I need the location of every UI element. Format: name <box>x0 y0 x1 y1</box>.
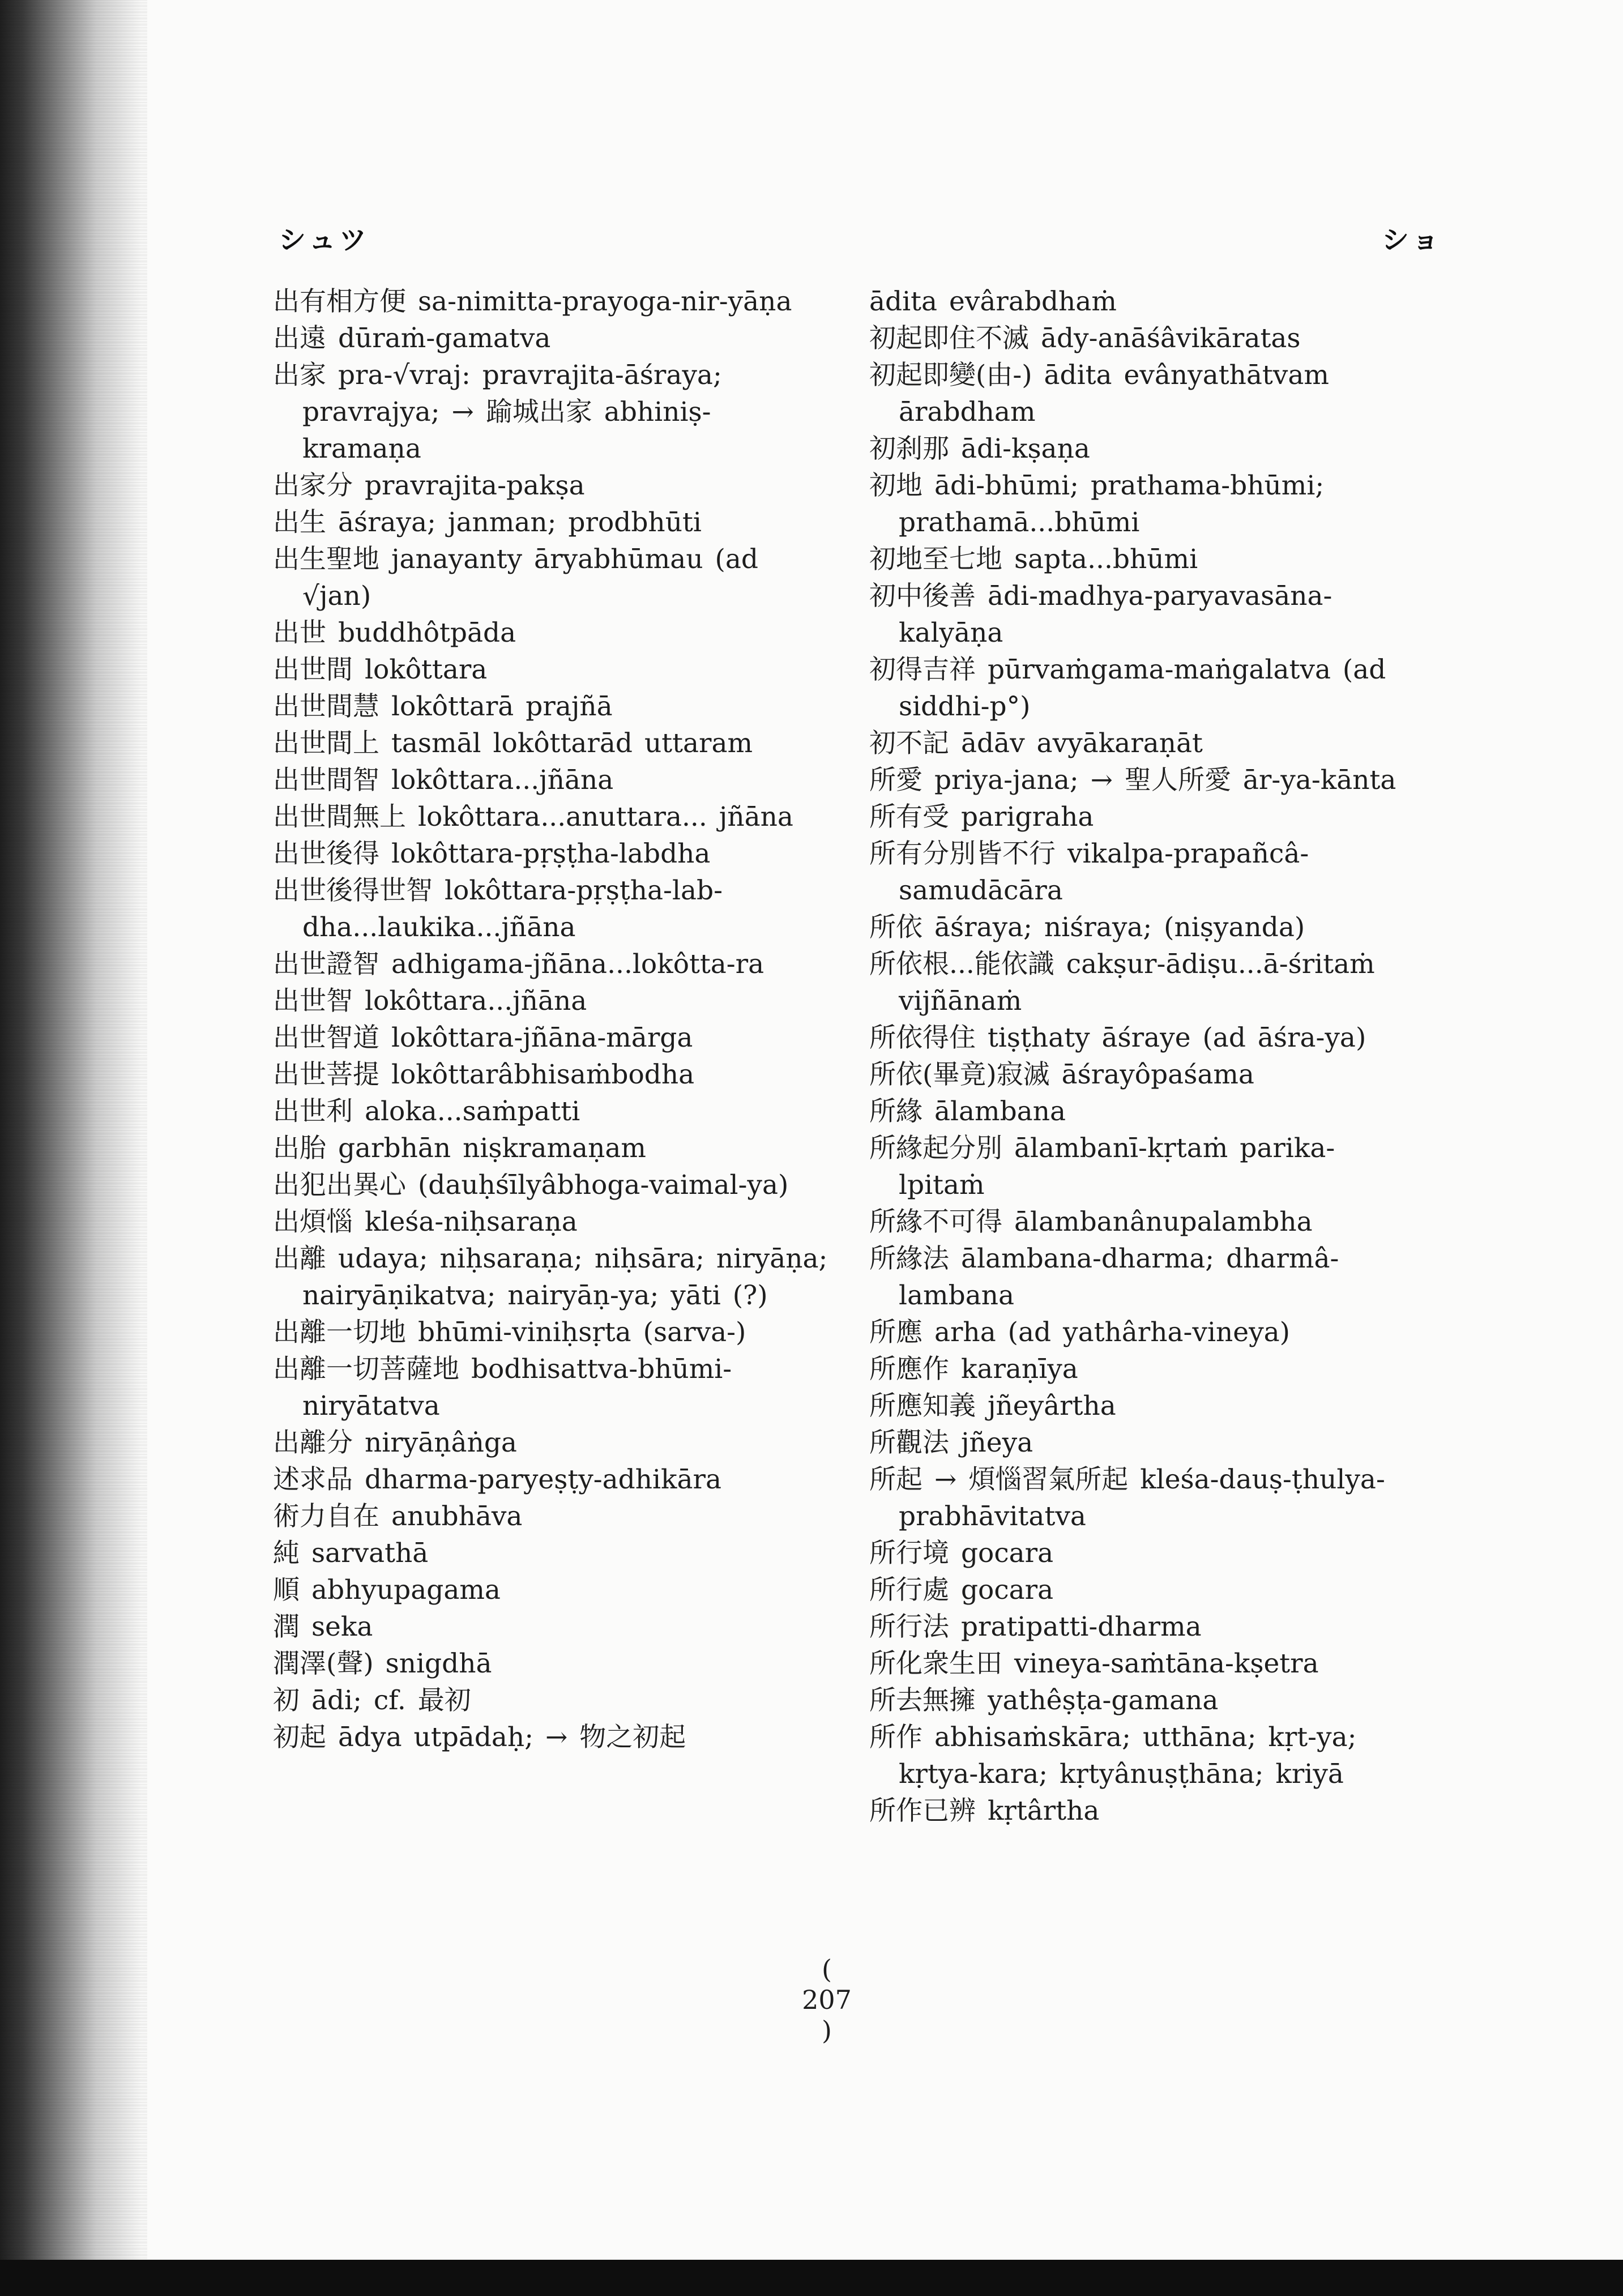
dictionary-entry: 出家 pra-√vraj: pravrajita-āśraya; pravrajya; → 踰城出家 abhiniṣ-kramaṇa <box>273 360 722 464</box>
dictionary-entry: 出世後得 lokôttara-pṛṣṭha-labdha <box>273 838 711 869</box>
dictionary-entry: 所依得住 tiṣṭhaty āśraye (ad āśra-ya) <box>869 1022 1366 1053</box>
dictionary-entry: 所緣 ālambana <box>869 1096 1066 1127</box>
dictionary-entry: 初 ādi; cf. 最初 <box>273 1685 471 1716</box>
dictionary-entry: 出世間 lokôttara <box>273 654 488 685</box>
dictionary-entry: 出生 āśraya; janman; prodbhūti <box>273 507 702 538</box>
dictionary-entry: 初地 ādi-bhūmi; prathama-bhūmi; prathamā...bhūmi <box>869 470 1325 538</box>
dictionary-entry: 潤澤(聲) snigdhā <box>273 1648 492 1679</box>
dictionary-entry: 所依 āśraya; niśraya; (niṣyanda) <box>869 912 1305 943</box>
dictionary-entry: 所作已辨 kṛtârtha <box>869 1795 1100 1826</box>
dictionary-entry: 出世智 lokôttara...jñāna <box>273 985 587 1017</box>
dictionary-entry: 出世間慧 lokôttarā prajñā <box>273 691 613 722</box>
dictionary-entry: 初起 ādya utpādaḥ; → 物之初起 <box>273 1722 686 1753</box>
left-column <box>273 283 828 1756</box>
dictionary-entry: 所應作 karaṇīya <box>869 1354 1078 1385</box>
dictionary-entry: 出世智道 lokôttara-jñāna-mārga <box>273 1022 693 1053</box>
dictionary-entry: 所去無擁 yathêṣṭa-gamana <box>869 1685 1219 1716</box>
dictionary-entry: 術力自在 anubhāva <box>273 1501 523 1532</box>
dictionary-entry: 出離 udaya; niḥsaraṇa; niḥsāra; niryāṇa; nairyāṇikatva; nairyāṇ-ya; yāti (?) <box>273 1243 828 1311</box>
dictionary-entry: 初地至七地 sapta...bhūmi <box>869 544 1198 575</box>
dictionary-entry: 出世間無上 lokôttara...anuttara... jñāna <box>273 801 793 833</box>
dictionary-entry: 所愛 priya-jana; → 聖人所愛 ār-ya-kānta <box>869 765 1396 796</box>
dictionary-entry: 出世後得世智 lokôttara-pṛṣṭha-lab-dha...laukika...jñāna <box>273 875 723 943</box>
scan-noise-edge <box>0 0 147 2296</box>
dictionary-entry: 初刹那 ādi-kṣaṇa <box>869 433 1090 464</box>
page-number: ( 207 ) <box>802 1954 852 2046</box>
dictionary-entry: 出煩惱 kleśa-niḥsaraṇa <box>273 1206 578 1237</box>
dictionary-entry: 所化衆生田 vineya-saṁtāna-kṣetra <box>869 1648 1319 1679</box>
dictionary-entry: 出世利 aloka...saṁpatti <box>273 1096 580 1127</box>
dictionary-entry: 出世 buddhôtpāda <box>273 617 516 648</box>
dictionary-entry: 出離一切菩薩地 bodhisattva-bhūmi-niryātatva <box>273 1354 732 1422</box>
dictionary-entry: 順 abhyupagama <box>273 1574 501 1606</box>
dictionary-entry: 出世間上 tasmāl lokôttarād uttaram <box>273 728 753 759</box>
dictionary-entry: 所緣不可得 ālambanânupalambha <box>869 1206 1313 1237</box>
dictionary-entry: 所作 abhisaṁskāra; utthāna; kṛt-ya; kṛtya-kara; kṛtyânuṣṭhāna; kriyā <box>869 1722 1357 1790</box>
right-column <box>869 283 1419 1829</box>
dictionary-entry: 所應知義 jñeyârtha <box>869 1390 1116 1422</box>
running-header-left: シュツ <box>279 224 370 256</box>
dictionary-entry: 出家分 pravrajita-pakṣa <box>273 470 585 501</box>
dictionary-entry: 出有相方便 sa-nimitta-prayoga-nir-yāṇa <box>273 286 792 317</box>
dictionary-entry: 所有受 parigraha <box>869 801 1094 833</box>
dictionary-entry: 所行法 pratipatti-dharma <box>869 1611 1202 1642</box>
dictionary-entry: 初起即變(由-) ādita evânyathātvam ārabdham <box>869 360 1329 428</box>
dictionary-entry: 所有分別皆不行 vikalpa-prapañcâ-samudācāra <box>869 838 1309 906</box>
dictionary-entry: 出犯出異心 (dauḥśīlyâbhoga-vaimal-ya) <box>273 1170 789 1201</box>
dictionary-entry: 出遠 dūraṁ-gamatva <box>273 323 551 354</box>
dictionary-entry: 出離一切地 bhūmi-viniḥsṛta (sarva-) <box>273 1317 746 1348</box>
dictionary-entry: 所應 arha (ad yathârha-vineya) <box>869 1317 1291 1348</box>
dictionary-entry: 所緣起分別 ālambanī-kṛtaṁ parika-lpitaṁ <box>869 1133 1335 1201</box>
dictionary-entry: ādita evârabdhaṁ <box>869 286 1117 317</box>
running-header-right: ショ <box>1382 224 1443 256</box>
dictionary-entry: 出離分 niryāṇâṅga <box>273 1427 517 1458</box>
dictionary-entry: 初不記 ādāv avyākaraṇāt <box>869 728 1203 759</box>
dictionary-entry: 出世菩提 lokôttarâbhisaṁbodha <box>273 1059 695 1090</box>
dictionary-entry: 潤 seka <box>273 1611 373 1642</box>
scan-bottom-border <box>0 2260 1623 2296</box>
dictionary-entry: 初得吉祥 pūrvaṁgama-maṅgalatva (ad siddhi-p°) <box>869 654 1386 722</box>
dictionary-entry: 初起即住不滅 ādy-anāśâvikāratas <box>869 323 1301 354</box>
dictionary-entry: 出世間智 lokôttara...jñāna <box>273 765 614 796</box>
dictionary-entry: 出胎 garbhān niṣkramaṇam <box>273 1133 646 1164</box>
dictionary-entry: 所觀法 jñeya <box>869 1427 1033 1458</box>
dictionary-entry: 所依(畢竟)寂滅 āśrayôpaśama <box>869 1059 1254 1090</box>
dictionary-entry: 初中後善 ādi-madhya-paryavasāna-kalyāṇa <box>869 581 1332 648</box>
dictionary-entry: 所起 → 煩惱習氣所起 kleśa-dauṣ-ṭhulya-prabhāvitatva <box>869 1464 1385 1532</box>
dictionary-entry: 所緣法 ālambana-dharma; dharmâ-lambana <box>869 1243 1339 1311</box>
dictionary-entry: 述求品 dharma-paryeṣṭy-adhikāra <box>273 1464 722 1495</box>
dictionary-entry: 出生聖地 janayanty āryabhūmau (ad √jan) <box>273 544 758 612</box>
dictionary-entry: 所行境 gocara <box>869 1538 1054 1569</box>
dictionary-entry: 純 sarvathā <box>273 1538 429 1569</box>
dictionary-entry: 所依根...能依識 cakṣur-ādiṣu...ā-śritaṁ vijñānaṁ <box>869 949 1375 1017</box>
dictionary-entry: 所行處 gocara <box>869 1574 1054 1606</box>
dictionary-entry: 出世證智 adhigama-jñāna...lokôtta-ra <box>273 949 764 980</box>
